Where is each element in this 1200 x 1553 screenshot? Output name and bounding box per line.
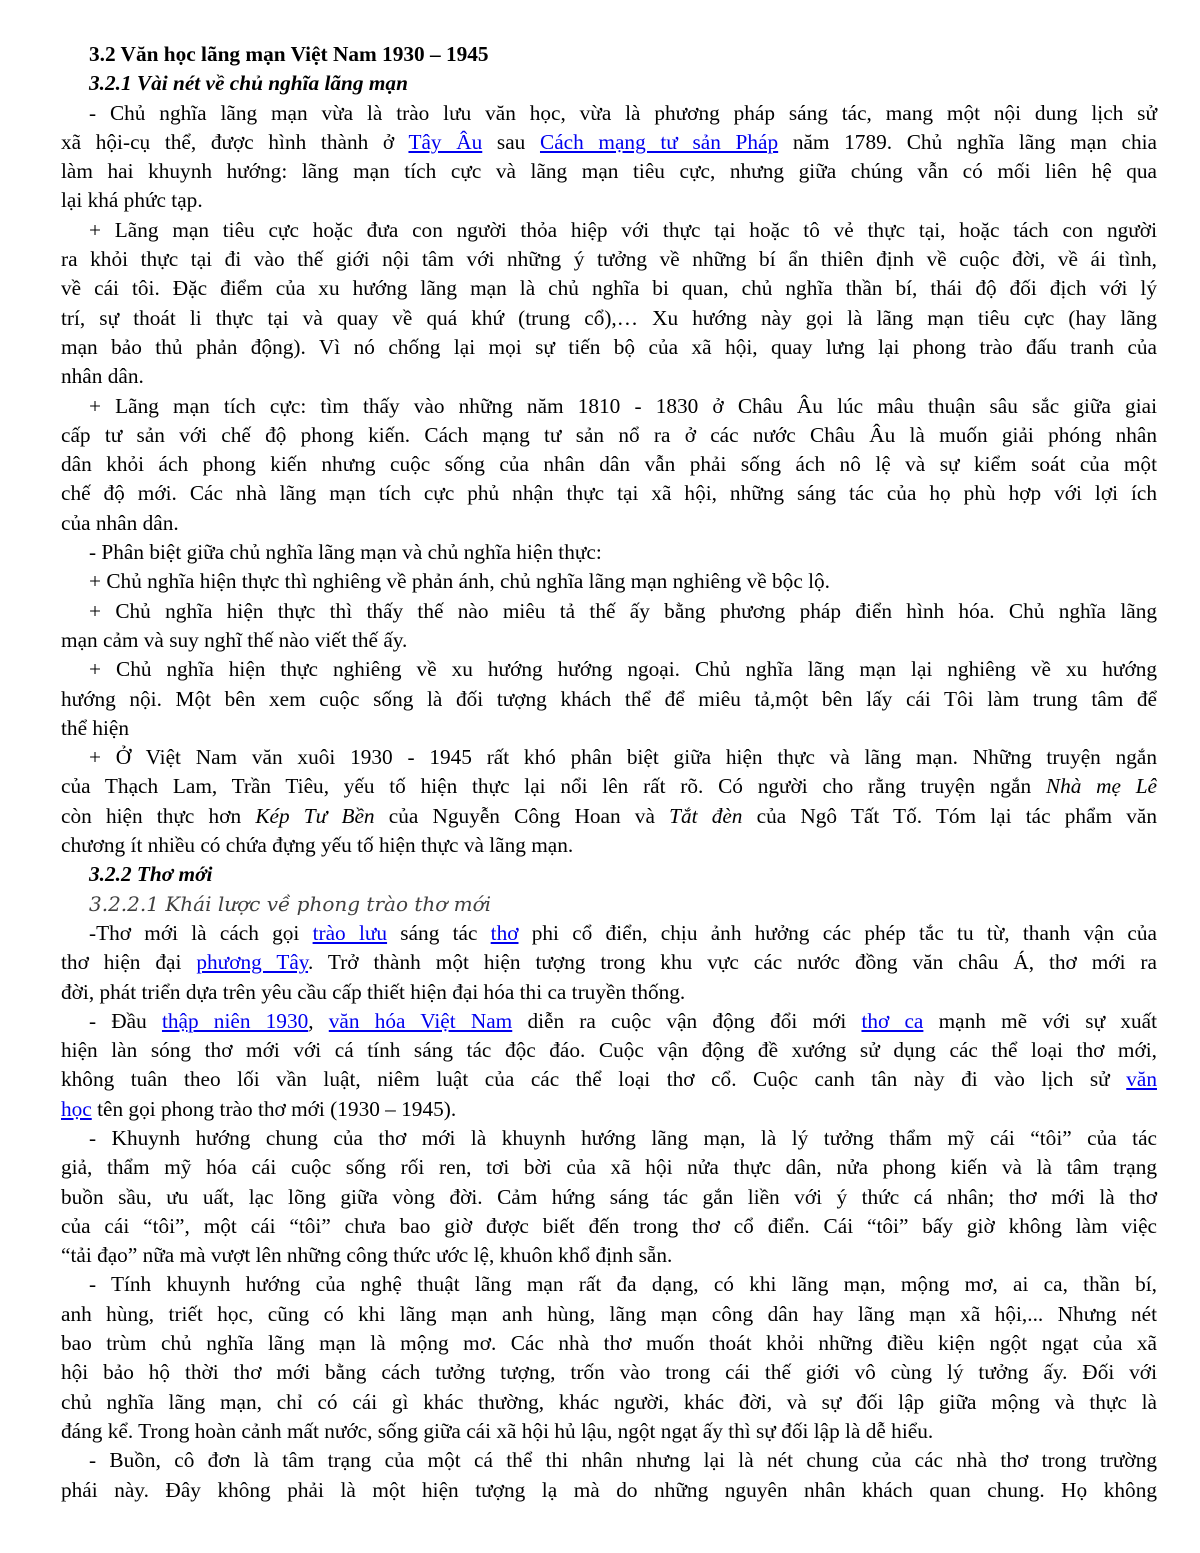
book-title-tat-den: Tắt đèn (669, 803, 743, 828)
text-line: đời, phát triển dựa trên yêu cầu cấp thiết hiện đại hóa thi ca truyền thống. (61, 979, 686, 1004)
paragraph (61, 743, 1157, 860)
text-line: chế độ mới. Các nhà lãng mạn tích cực phủ nhận thực tại xã hội, những sáng tác của họ phù hợp với lợi ích (61, 481, 1157, 506)
paragraph (61, 1270, 1157, 1446)
link-phuong-tay[interactable]: phương Tây (196, 950, 309, 975)
paragraph (61, 1446, 1157, 1505)
link-van-hoc[interactable]: văn (1126, 1067, 1157, 1092)
text-line: - Buồn, cô đơn là tâm trạng của một cá thể thi nhân nhưng lại là nét chung của các nhà thơ trong trường (89, 1448, 1157, 1473)
subsection-heading: 3.2.1 Vài nét về chủ nghĩa lãng mạn (89, 71, 408, 96)
paragraph (61, 655, 1157, 743)
text-line: làm hai khuynh hướng: lãng mạn tích cực và lãng mạn tiêu cực, nhưng giữa chúng vẫn có mối liên hệ qua (61, 159, 1157, 184)
paragraph (61, 919, 1157, 1007)
text-line: hội bảo hộ thời thơ mới bằng cách tưởng tượng, trốn vào trong cái thế giới vô cùng lý tưởng ấy. Đối với (61, 1360, 1157, 1385)
text-line: + Chủ nghĩa hiện thực thì thấy thế nào miêu tả thế ấy bằng phương pháp điển hình hóa. Chủ nghĩa lãng (89, 598, 1157, 623)
text-line: phái này. Đây không phải là một hiện tượng lạ mà do những nguyên nhân khách quan chung. Họ không (61, 1477, 1157, 1502)
link-van-hoa-viet-nam[interactable]: văn hóa Việt Nam (328, 1008, 513, 1033)
text-line: chủ nghĩa lãng mạn, chỉ có cái gì khác thường, khác người, khác đời, và sự đối lập giữa mộng và thực là (61, 1389, 1157, 1414)
link-tay-au[interactable]: Tây Âu (408, 129, 483, 154)
text-line: trí, sự thoát li thực tại và quay về quá khứ (trung cổ),… Xu hướng này gọi là lãng mạn tiêu cực (hay lãng (61, 305, 1157, 330)
text-line: đáng kể. Trong hoàn cảnh mất nước, sống giữa cái xã hội hủ lậu, ngột ngạt ấy thì sự đối lập là dễ hiểu. (61, 1418, 934, 1443)
text-line: + Lãng mạn tiêu cực hoặc đưa con người thỏa hiệp với thực tại hoặc tô vẻ thực tại, hoặc tách con người (89, 217, 1157, 242)
text-line: anh hùng, triết học, cũng có khi lãng mạn anh hùng, lãng mạn công dân hay lãng mạn xã hội,... Nhưng nét (61, 1301, 1157, 1326)
link-thap-nien-1930[interactable]: thập niên 1930 (161, 1008, 309, 1033)
text-line: - Khuynh hướng chung của thơ mới là khuynh hướng lãng mạn, là lý tưởng thẩm mỹ cái “tôi” của tác (89, 1125, 1157, 1150)
paragraph (61, 216, 1157, 392)
text-line: học tên gọi phong trào thơ mới (1930 – 1945). (61, 1096, 457, 1121)
text-line: “tải đạo” nữa mà vượt lên những công thức ước lệ, khuôn khổ định sẵn. (61, 1243, 673, 1268)
link-tho-ca[interactable]: thơ ca (861, 1008, 924, 1033)
text-line: về cái tôi. Đặc điểm của xu hướng lãng mạn là chủ nghĩa bi quan, chủ nghĩa thần bí, thái độ đối địch với lý (61, 276, 1157, 301)
text-line: + Ở Việt Nam văn xuôi 1930 - 1945 rất khó phân biệt giữa hiện thực và lãng mạn. Những truyện ngắn (89, 745, 1157, 770)
text-line: của nhân dân. (61, 510, 179, 535)
text-line: còn hiện thực hơn Kép Tư Bền của Nguyễn Công Hoan và Tắt đèn của Ngô Tất Tố. Tóm lại tác phẩm văn (61, 803, 1158, 828)
paragraph (61, 1007, 1157, 1124)
text-line: của Thạch Lam, Trần Tiêu, yếu tố hiện thực lại nổi lên rất rõ. Có người cho rằng truyện ngắn Nhà mẹ Lê (61, 774, 1158, 799)
text-line: dân khỏi ách phong kiến nhưng cuộc sống của nhân dân vẫn phải sống ách nô lệ và sự kiểm soát của một (61, 452, 1157, 477)
text-line: + Chủ nghĩa hiện thực nghiêng về xu hướng hướng ngoại. Chủ nghĩa lãng mạn lại nghiêng về xu hướng (89, 657, 1157, 682)
paragraph (61, 1124, 1157, 1270)
link-tho[interactable]: thơ (490, 920, 519, 945)
paragraph (61, 597, 1157, 656)
book-title-nha-me-le: Nhà mẹ Lê (1045, 774, 1158, 799)
text-line: của cái “tôi”, một cái “tôi” chưa bao giờ được biết đến trong thơ cổ điển. Cái “tôi” bấy giờ không làm việc (61, 1213, 1157, 1238)
section-heading: 3.2 Văn học lãng mạn Việt Nam 1930 – 1945 (89, 42, 489, 66)
text-line: bao trùm chủ nghĩa lãng mạn là mộng mơ. Các nhà thơ muốn thoát khỏi những điều kiện ngột ngạt của xã (61, 1331, 1157, 1356)
link-van-hoc[interactable]: học (61, 1096, 92, 1121)
text-line: hiện làn sóng thơ mới với cá tính sáng tác độc đáo. Cuộc vận động đề xướng sử dụng các thể loại thơ mới, (61, 1038, 1157, 1063)
text-line: thể hiện (61, 715, 130, 740)
text-line: mạn cảm và suy nghĩ thế nào viết thế ấy. (61, 627, 408, 652)
paragraph (61, 99, 1157, 216)
text-line: cấp tư sản với chế độ phong kiến. Cách mạng tư sản nổ ra ở các nước Châu Âu là muốn giải phóng nhân (61, 422, 1157, 447)
text-line: + Lãng mạn tích cực: tìm thấy vào những năm 1810 - 1830 ở Châu Âu lúc mâu thuận sâu sắc giữa giai (89, 393, 1157, 418)
text-line: giả, thẩm mỹ hóa cái cuộc sống rối ren, tơi bời của xã hội nửa thực dân, nửa phong kiến và là tâm trạng (61, 1155, 1157, 1180)
text-line: - Đầu thập niên 1930, văn hóa Việt Nam diễn ra cuộc vận động đổi mới thơ ca mạnh mẽ với sự xuất (89, 1008, 1157, 1033)
paragraph (61, 392, 1157, 538)
text-line: chương ít nhiều có chứa đựng yếu tố hiện thực và lãng mạn. (61, 833, 574, 858)
text-line: - Phân biệt giữa chủ nghĩa lãng mạn và chủ nghĩa hiện thực: (89, 540, 602, 565)
document-page (61, 40, 1157, 1505)
subsection-heading: 3.2.2 Thơ mới (89, 862, 213, 887)
link-cach-mang-tu-san-phap[interactable]: Cách mạng tư sản Pháp (539, 129, 779, 154)
text-line: hướng nội. Một bên xem cuộc sống là đối tượng khách thể để miêu tả,một bên lấy cái Tôi làm trung tâm để (61, 686, 1157, 711)
text-line: lại khá phức tạp. (61, 188, 203, 213)
text-line: mạn bảo thủ phản động). Vì nó chống lại mọi sự tiến bộ của xã hội, quay lưng lại phong trào đấu tranh của (61, 334, 1157, 359)
text-line: -Thơ mới là cách gọi trào lưu sáng tác thơ phi cổ điển, chịu ảnh hưởng các phép tắc tu từ, thanh vận của (89, 920, 1157, 945)
text-line: - Tính khuynh hướng của nghệ thuật lãng mạn rất đa dạng, có khi lãng mạn, mộng mơ, ai ca, thần bí, (89, 1272, 1157, 1297)
text-line: nhân dân. (61, 364, 144, 389)
link-trao-luu[interactable]: trào lưu (312, 920, 388, 945)
text-line: buồn sầu, ưu uất, lạc lõng giữa vòng đời. Cảm hứng sáng tác gắn liền với ý thức cá nhân; thơ mới là thơ (61, 1184, 1157, 1209)
text-line: + Chủ nghĩa hiện thực thì nghiêng về phản ánh, chủ nghĩa lãng mạn nghiêng về bộc lộ. (89, 569, 830, 594)
subsubsection-heading: 3.2.2.1 Khái lược về phong trào thơ mới (89, 891, 492, 916)
text-line: không tuân theo lối vần luật, niêm luật của các thể loại thơ cổ. Cuộc canh tân này đi vào lịch sử văn (61, 1067, 1157, 1092)
text-line: - Chủ nghĩa lãng mạn vừa là trào lưu văn học, vừa là phương pháp sáng tác, mang một nội dung lịch sử (89, 100, 1157, 125)
text-line: xã hội-cụ thể, được hình thành ở Tây Âu sau Cách mạng tư sản Pháp năm 1789. Chủ nghĩa lãng mạn chia (61, 129, 1157, 154)
book-title-kep-tu-ben: Kép Tư Bền (255, 803, 375, 828)
text-line: thơ hiện đại phương Tây. Trở thành một hiện tượng trong khu vực các nước đồng văn châu Á, thơ mới ra (61, 950, 1157, 975)
text-line: ra khỏi thực tại đi vào thế giới nội tâm với những ý tưởng về những bí ẩn thiên định về cuộc đời, về ái tình, (61, 247, 1157, 272)
